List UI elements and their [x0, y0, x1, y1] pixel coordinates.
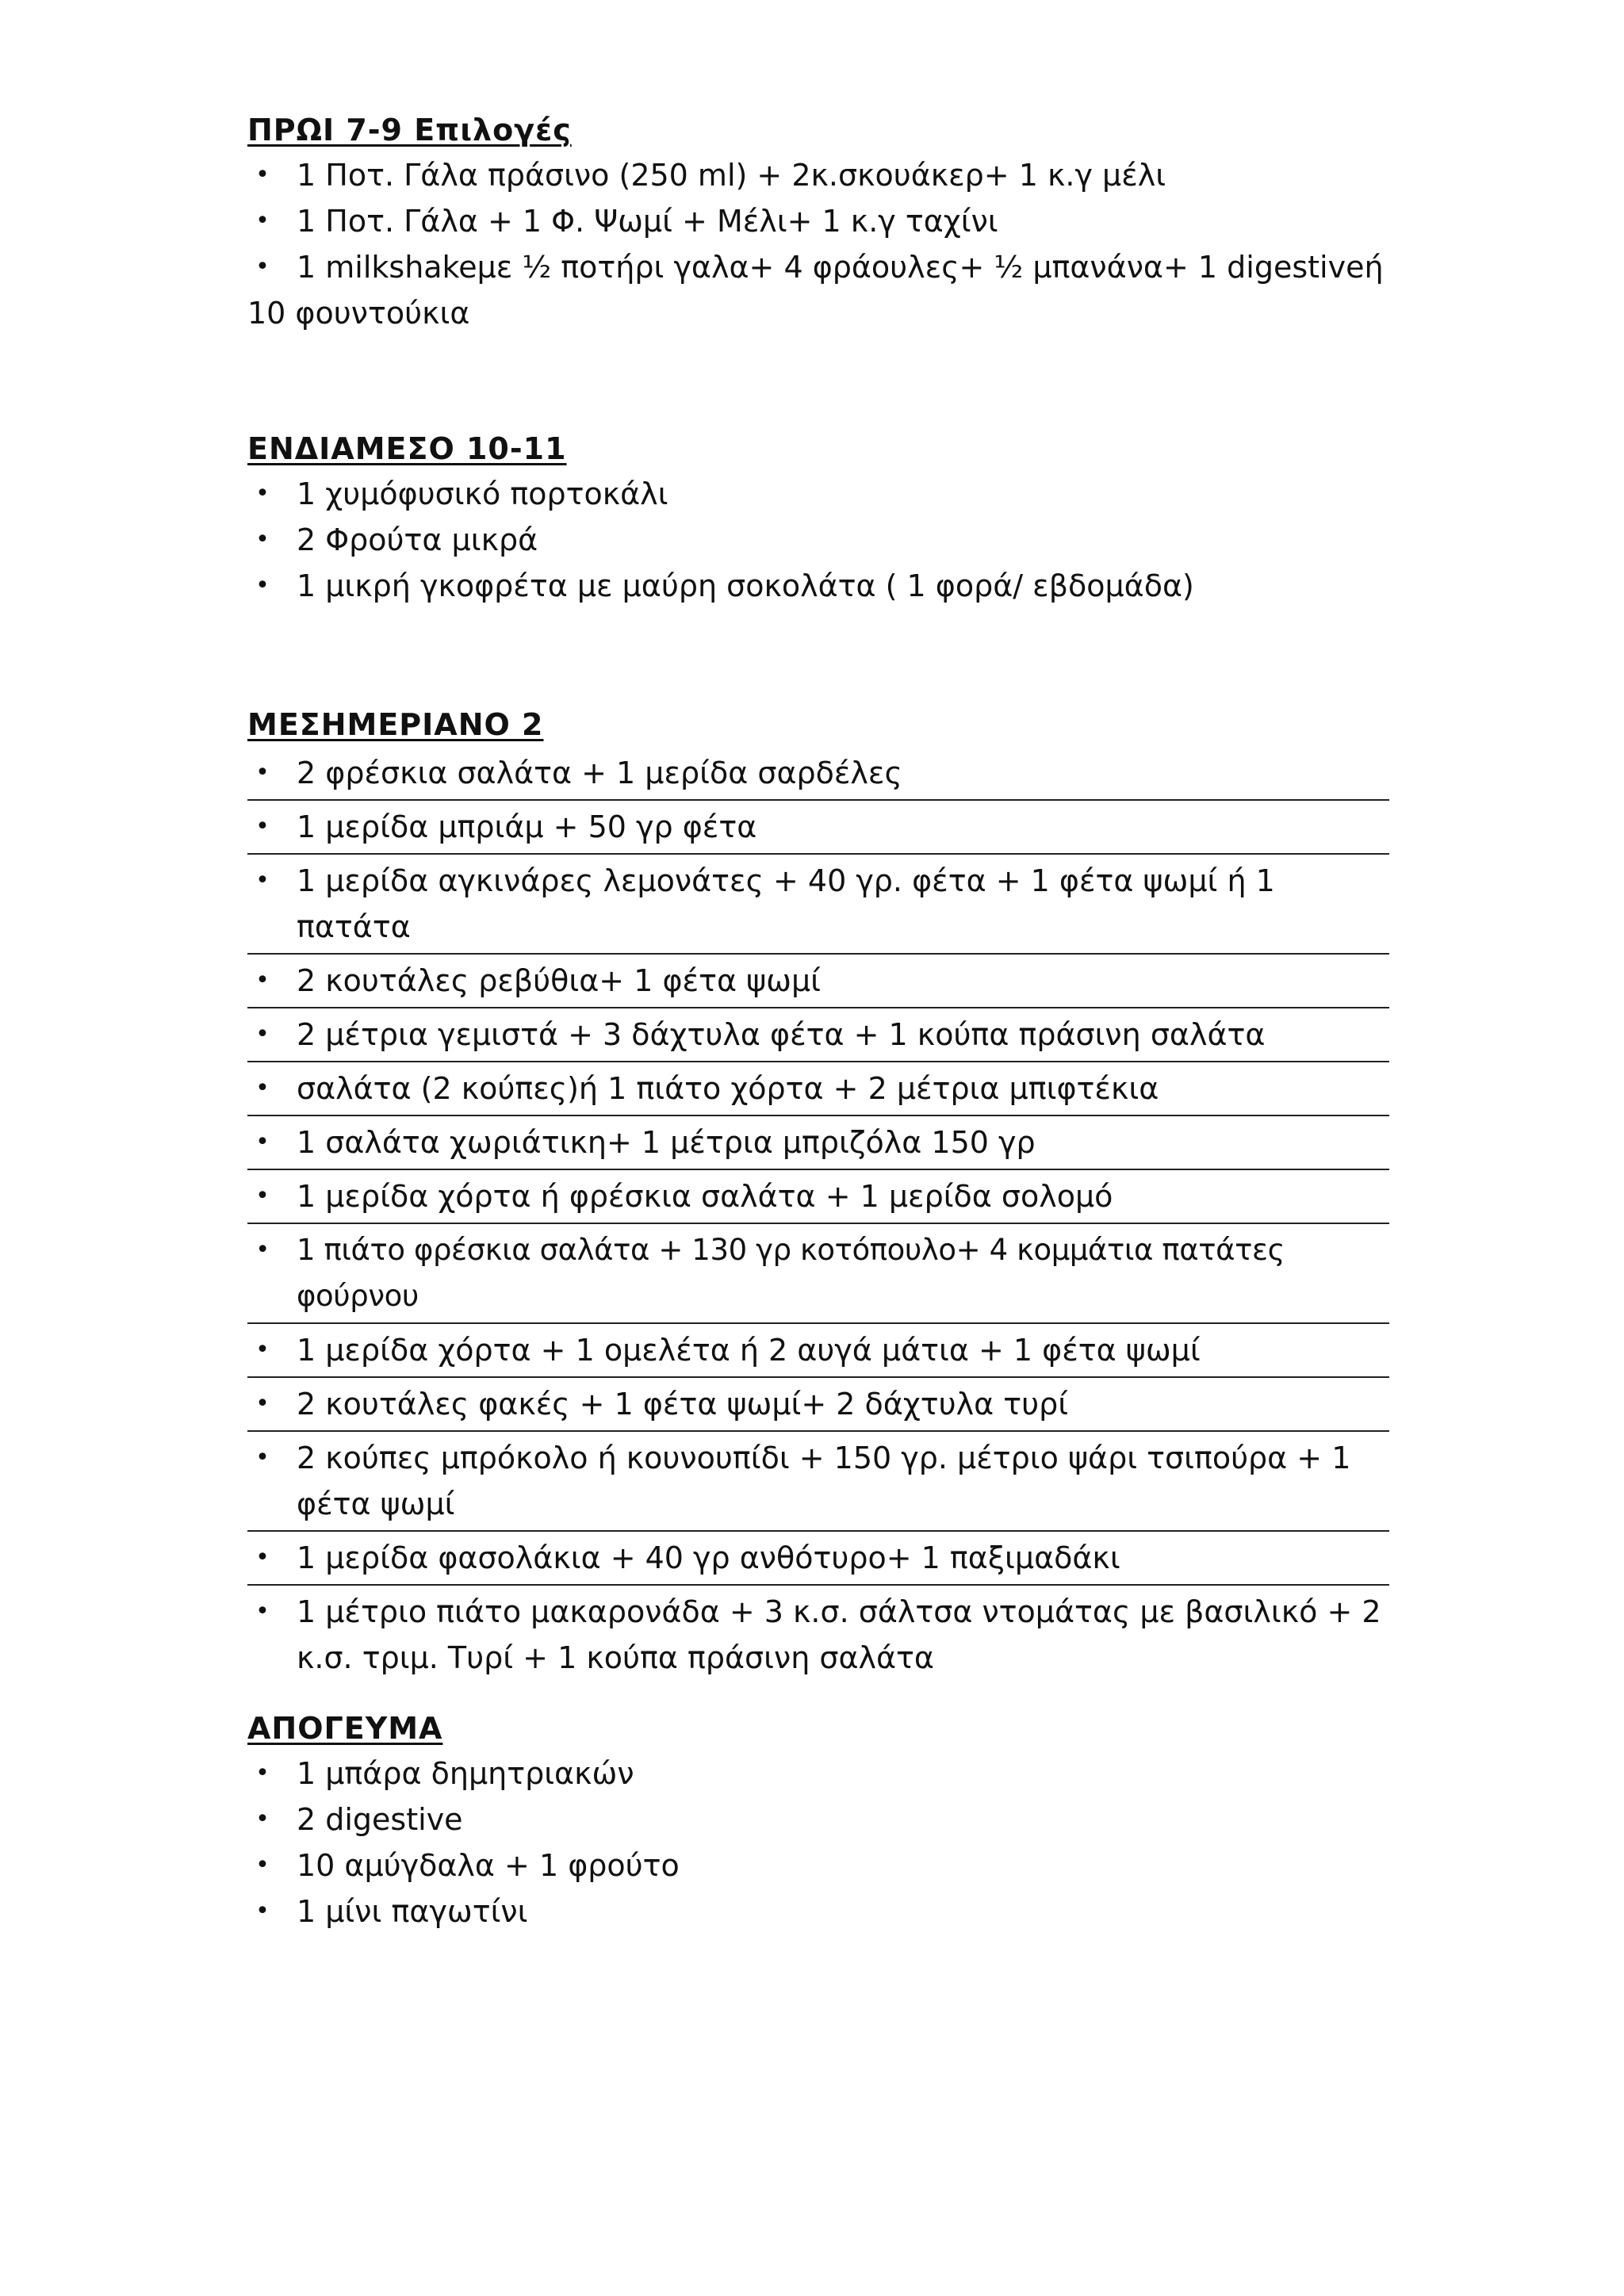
list-item-text: 1 χυμόφυσικό πορτοκάλι [297, 476, 668, 511]
list-item-text: 1 πιάτο φρέσκια σαλάτα + 130 γρ κοτόπουλο+ 4 κομμάτια πατάτες φούρνου [297, 1233, 1285, 1313]
list-item-text: 1 μερίδα χόρτα + 1 ομελέτα ή 2 αυγά μάτια + 1 φέτα ψωμί [297, 1333, 1201, 1368]
list-item-text: 2 κουτάλες ρεβύθια+ 1 φέτα ψωμί [297, 963, 821, 998]
list-item [247, 1888, 1389, 1934]
list-item [247, 1751, 1389, 1797]
bullet-icon: • [255, 253, 270, 281]
list-item-text: 1 μίνι παγωτίνι [297, 1894, 528, 1929]
afternoon-list [247, 1751, 1389, 1934]
list-item [247, 801, 1389, 855]
list-item-text: 2 μέτρια γεμιστά + 3 δάχτυλα φέτα + 1 κούπα πράσινη σαλάτα [297, 1017, 1266, 1052]
bullet-icon: • [255, 480, 270, 507]
bullet-icon: • [255, 1544, 270, 1571]
breakfast-list [247, 152, 1389, 336]
lunch-heading: ΜΕΣΗΜΕΡΙΑΝΟ 2 [247, 707, 544, 742]
bullet-icon: • [255, 526, 270, 553]
list-item [247, 855, 1389, 955]
bullet-icon: • [255, 572, 270, 599]
bullet-icon: • [255, 207, 270, 235]
list-item [247, 1008, 1389, 1062]
list-item-text: 1 μπάρα δημητριακών [297, 1756, 634, 1791]
bullet-icon: • [255, 1182, 270, 1210]
bullet-icon: • [255, 1598, 270, 1625]
bullet-icon: • [255, 1390, 270, 1418]
section-snack [247, 427, 1389, 609]
list-item-text: 1 σαλάτα χωριάτικη+ 1 μέτρια μπριζόλα 150 γρ [297, 1125, 1036, 1160]
list-item-text: 2 κουτάλες φακές + 1 φέτα ψωμί+ 2 δάχτυλα τυρί [297, 1387, 1069, 1422]
list-item-text: 1 μικρή γκοφρέτα με μαύρη σοκολάτα ( 1 φορά/ εβδομάδα) [297, 568, 1194, 603]
snack-list [247, 471, 1389, 609]
lunch-list [247, 747, 1389, 1684]
bullet-icon: • [255, 1805, 270, 1833]
list-item-text: 1 μέτριο πιάτο μακαρονάδα + 3 κ.σ. σάλτσα ντομάτας με βασιλικό + 2 κ.σ. τριμ. Τυρί + 1 κούπα πράσινη σαλάτα [297, 1594, 1381, 1675]
list-item [247, 1797, 1389, 1843]
bullet-icon: • [255, 966, 270, 994]
list-item-text: 1 μερίδα μπριάμ + 50 γρ φέτα [297, 809, 757, 844]
list-item [247, 1062, 1389, 1116]
list-item [247, 1378, 1389, 1432]
bullet-icon: • [255, 161, 270, 189]
bullet-icon: • [255, 759, 270, 786]
list-item-text: 2 Φρούτα μικρά [297, 522, 538, 557]
list-item-text: 2 κούπες μπρόκολο ή κουνουπίδι + 150 γρ. μέτριο ψάρι τσιπούρα + 1 φέτα ψωμί [297, 1441, 1351, 1521]
list-item [247, 1116, 1389, 1170]
afternoon-heading: ΑΠΟΓΕΥΜΑ [247, 1711, 443, 1746]
list-item [247, 517, 1389, 563]
list-item-text: 2 φρέσκια σαλάτα + 1 μερίδα σαρδέλες [297, 756, 902, 790]
list-item-text: 1 μερίδα αγκινάρες λεμονάτες + 40 γρ. φέτα + 1 φέτα ψωμί ή 1 πατάτα [297, 863, 1275, 944]
bullet-icon: • [255, 1128, 270, 1156]
list-item [247, 1170, 1389, 1224]
bullet-icon: • [255, 1336, 270, 1364]
bullet-icon: • [255, 867, 270, 894]
snack-heading: ΕΝΔΙΑΜΕΣΟ 10-11 [247, 431, 567, 466]
list-item-text: 2 digestive [297, 1802, 463, 1837]
list-item [247, 198, 1389, 244]
list-item-text: 10 αμύγδαλα + 1 φρούτο [297, 1848, 680, 1883]
list-item [247, 1843, 1389, 1888]
list-item [247, 152, 1389, 198]
bullet-icon: • [255, 1444, 270, 1471]
bullet-icon: • [255, 813, 270, 840]
list-item [247, 1432, 1389, 1532]
list-item-text: 1 Ποτ. Γάλα + 1 Φ. Ψωμί + Μέλι+ 1 κ.γ ταχίνι [297, 204, 998, 239]
list-item [247, 1224, 1389, 1324]
list-item [247, 1532, 1389, 1586]
bullet-icon: • [255, 1759, 270, 1787]
list-item [247, 471, 1389, 517]
bullet-icon: • [255, 1851, 270, 1879]
list-item-text: 1 Ποτ. Γάλα πράσινο (250 ml) + 2κ.σκουάκερ+ 1 κ.γ μέλι [297, 158, 1166, 193]
bullet-icon: • [255, 1020, 270, 1048]
list-item [247, 1586, 1389, 1684]
section-breakfast [247, 108, 1389, 336]
list-item [247, 244, 1389, 336]
list-item-text: σαλάτα (2 κούπες)ή 1 πιάτο χόρτα + 2 μέτρια μπιφτέκια [297, 1071, 1159, 1106]
list-item-text: 1 μερίδα χόρτα ή φρέσκια σαλάτα + 1 μερίδα σολομό [297, 1179, 1113, 1214]
bullet-icon: • [255, 1074, 270, 1102]
bullet-icon: • [255, 1897, 270, 1925]
list-item-text: 1 milkshakeμε ½ ποτήρι γαλα+ 4 φράουλες+ ½ μπανάνα+ 1 digestiveή 10 φουντούκια [247, 250, 1384, 331]
list-item [247, 747, 1389, 801]
list-item [247, 563, 1389, 609]
list-item [247, 1324, 1389, 1378]
bullet-icon: • [255, 1236, 270, 1264]
section-afternoon [247, 1706, 1389, 1934]
breakfast-heading: ΠΡΩΙ 7-9 Επιλογές [247, 113, 572, 147]
section-lunch [247, 702, 1389, 1684]
list-item-text: 1 μερίδα φασολάκια + 40 γρ ανθότυρο+ 1 παξιμαδάκι [297, 1540, 1120, 1575]
list-item [247, 955, 1389, 1008]
